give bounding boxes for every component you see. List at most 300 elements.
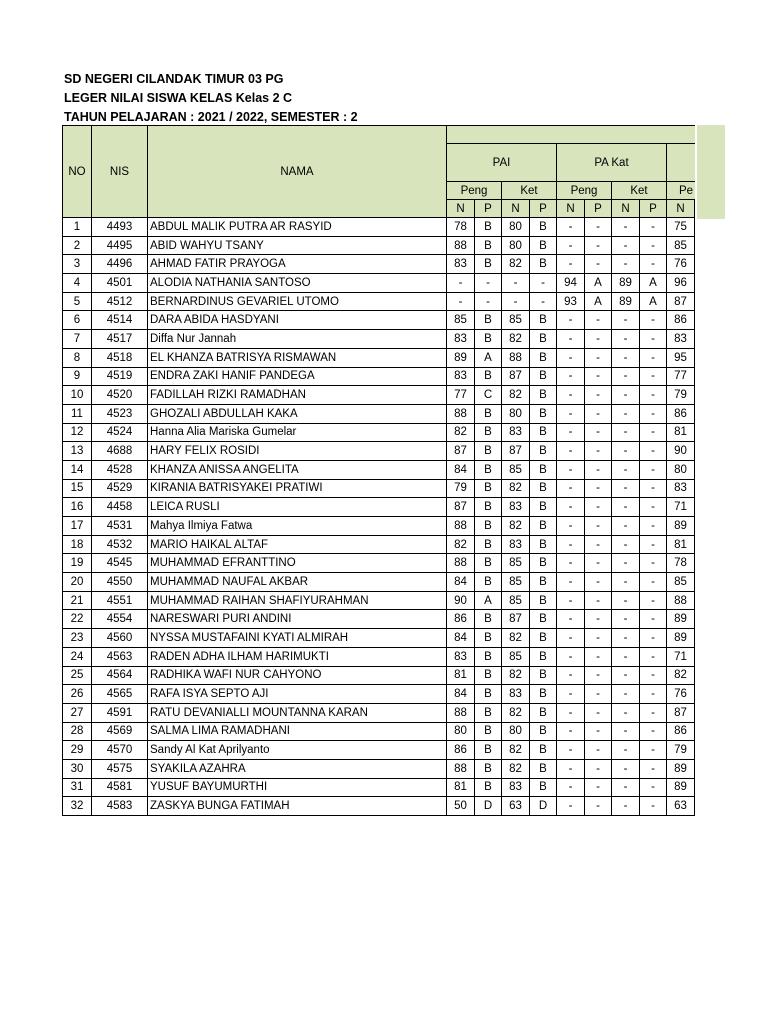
- row-nama: ENDRA ZAKI HANIF PANDEGA: [148, 367, 447, 386]
- table-row: [63, 330, 695, 349]
- kat-peng-predikat: -: [585, 722, 612, 741]
- pai-peng-nilai: 83: [447, 330, 475, 349]
- row-nama: DARA ABIDA HASDYANI: [148, 311, 447, 330]
- row-no: 12: [63, 423, 92, 442]
- row-nis: 4519: [92, 367, 148, 386]
- pai-peng-nilai: 87: [447, 442, 475, 461]
- kat-peng-nilai: -: [557, 647, 585, 666]
- x-nilai: 96: [667, 274, 695, 293]
- col-no: NO: [63, 126, 92, 218]
- row-nis: 4520: [92, 386, 148, 405]
- pai-ket-predikat: D: [530, 797, 557, 816]
- pai-peng-nilai: 84: [447, 573, 475, 592]
- pai-ket-nilai: 88: [502, 348, 530, 367]
- row-nis: 4560: [92, 629, 148, 648]
- pai-peng-nilai: 84: [447, 460, 475, 479]
- row-nis: 4569: [92, 722, 148, 741]
- pai-peng-predikat: B: [475, 460, 502, 479]
- x-nilai: 63: [667, 797, 695, 816]
- col-nama: NAMA: [148, 126, 447, 218]
- kat-peng-nilai: -: [557, 330, 585, 349]
- pai-peng-predikat: B: [475, 703, 502, 722]
- kat-ket-nilai: -: [612, 778, 640, 797]
- pai-ket-predikat: B: [530, 442, 557, 461]
- x-nilai: 87: [667, 292, 695, 311]
- pai-peng-nilai: 89: [447, 348, 475, 367]
- pai-peng-predikat: B: [475, 722, 502, 741]
- row-nis: 4563: [92, 647, 148, 666]
- kat-peng-predikat: -: [585, 460, 612, 479]
- kat-peng-nilai: -: [557, 423, 585, 442]
- row-nis: 4545: [92, 554, 148, 573]
- kat-ket-nilai: -: [612, 685, 640, 704]
- row-nama: ALODIA NATHANIA SANTOSO: [148, 274, 447, 293]
- pai-ket-predikat: B: [530, 554, 557, 573]
- x-nilai: 81: [667, 423, 695, 442]
- kat-ket-predikat: -: [640, 498, 667, 517]
- pai-ket-predikat: B: [530, 591, 557, 610]
- kat-ket-predikat: A: [640, 292, 667, 311]
- pai-peng-predikat: B: [475, 629, 502, 648]
- kat-peng-predikat: -: [585, 591, 612, 610]
- row-nama: Sandy Al Kat Aprilyanto: [148, 741, 447, 760]
- kat-ket-nilai: -: [612, 236, 640, 255]
- kat-ket-predikat: -: [640, 404, 667, 423]
- pai-peng-nilai: 90: [447, 591, 475, 610]
- pai-peng-nilai: 50: [447, 797, 475, 816]
- x-nilai: 89: [667, 610, 695, 629]
- pai-ket-nilai: -: [502, 292, 530, 311]
- table-row: [63, 685, 695, 704]
- kat-peng-nilai: -: [557, 479, 585, 498]
- pai-peng-nilai: 88: [447, 404, 475, 423]
- pai-ket-nilai: 82: [502, 330, 530, 349]
- table-row: [63, 741, 695, 760]
- pai-ket-predikat: B: [530, 778, 557, 797]
- row-nis: 4583: [92, 797, 148, 816]
- row-no: 5: [63, 292, 92, 311]
- x-nilai: 89: [667, 759, 695, 778]
- x-nilai: 88: [667, 591, 695, 610]
- pai-peng-nilai: 88: [447, 703, 475, 722]
- pai-peng-nilai: 86: [447, 741, 475, 760]
- kat-ket-predikat: -: [640, 759, 667, 778]
- kat-peng-predikat: -: [585, 218, 612, 237]
- row-no: 23: [63, 629, 92, 648]
- row-no: 29: [63, 741, 92, 760]
- kat-ket-predikat: -: [640, 442, 667, 461]
- row-nis: 4528: [92, 460, 148, 479]
- kat-ket-nilai: -: [612, 348, 640, 367]
- row-nis: 4514: [92, 311, 148, 330]
- kat-ket-nilai: -: [612, 610, 640, 629]
- table-row: [63, 778, 695, 797]
- pai-peng-predikat: D: [475, 797, 502, 816]
- kat-ket-predikat: -: [640, 423, 667, 442]
- pai-peng-nilai: 88: [447, 759, 475, 778]
- kat-ket-nilai: -: [612, 703, 640, 722]
- row-nis: 4591: [92, 703, 148, 722]
- table-row: [63, 610, 695, 629]
- table-row: [63, 722, 695, 741]
- x-nilai: 95: [667, 348, 695, 367]
- x-nilai: 79: [667, 741, 695, 760]
- pai-ket-predikat: B: [530, 367, 557, 386]
- pai-ket-predikat: B: [530, 685, 557, 704]
- row-nama: RADHIKA WAFI NUR CAHYONO: [148, 666, 447, 685]
- pai-peng-predikat: B: [475, 517, 502, 536]
- x-nilai: 76: [667, 685, 695, 704]
- pai-peng-nilai: 78: [447, 218, 475, 237]
- table-row: [63, 255, 695, 274]
- row-nama: MUHAMMAD NAUFAL AKBAR: [148, 573, 447, 592]
- kat-ket-predikat: -: [640, 218, 667, 237]
- pai-ket-nilai: 83: [502, 685, 530, 704]
- row-nama: EL KHANZA BATRISYA RISMAWAN: [148, 348, 447, 367]
- table-row: [63, 274, 695, 293]
- table-row: [63, 367, 695, 386]
- pai-ket-nilai: 80: [502, 722, 530, 741]
- table-row: [63, 442, 695, 461]
- kat-peng-predikat: -: [585, 236, 612, 255]
- pai-ket-nilai: 87: [502, 442, 530, 461]
- kat-peng-nilai: -: [557, 610, 585, 629]
- x-nilai: 86: [667, 404, 695, 423]
- row-nis: 4531: [92, 517, 148, 536]
- row-no: 14: [63, 460, 92, 479]
- pai-ket-nilai: 85: [502, 573, 530, 592]
- x-nilai: 76: [667, 255, 695, 274]
- table-row: [63, 292, 695, 311]
- pai-peng-n: N: [447, 200, 475, 218]
- pai-peng-nilai: 88: [447, 554, 475, 573]
- kat-peng-nilai: -: [557, 218, 585, 237]
- table-row: [63, 554, 695, 573]
- pai-ket-nilai: 82: [502, 741, 530, 760]
- kat-ket-predikat: -: [640, 722, 667, 741]
- table-row: [63, 311, 695, 330]
- row-no: 16: [63, 498, 92, 517]
- pai-peng-nilai: 77: [447, 386, 475, 405]
- pai-peng-predikat: B: [475, 554, 502, 573]
- pai-ket-p: P: [530, 200, 557, 218]
- row-nama: BERNARDINUS GEVARIEL UTOMO: [148, 292, 447, 311]
- pai-ket-predikat: B: [530, 647, 557, 666]
- row-nama: Hanna Alia Mariska Gumelar: [148, 423, 447, 442]
- pai-peng-predikat: C: [475, 386, 502, 405]
- kat-ket-predikat: -: [640, 535, 667, 554]
- row-nama: MUHAMMAD RAIHAN SHAFIYURAHMAN: [148, 591, 447, 610]
- pai-peng-nilai: 79: [447, 479, 475, 498]
- table-row: [63, 629, 695, 648]
- row-no: 22: [63, 610, 92, 629]
- kat-ket-predikat: -: [640, 778, 667, 797]
- kat-peng-predikat: -: [585, 759, 612, 778]
- pai-ket-nilai: 85: [502, 647, 530, 666]
- table-row: [63, 498, 695, 517]
- kat-ket-predikat: -: [640, 255, 667, 274]
- pai-ket-predikat: B: [530, 218, 557, 237]
- row-no: 32: [63, 797, 92, 816]
- row-no: 28: [63, 722, 92, 741]
- kat-peng-nilai: -: [557, 685, 585, 704]
- kat-peng-nilai: -: [557, 311, 585, 330]
- x-nilai: 85: [667, 573, 695, 592]
- row-nis: 4565: [92, 685, 148, 704]
- kat-ket-nilai: -: [612, 517, 640, 536]
- row-no: 21: [63, 591, 92, 610]
- kat-peng: Peng: [557, 182, 612, 200]
- kat-peng-nilai: -: [557, 255, 585, 274]
- kat-peng-predikat: -: [585, 741, 612, 760]
- pai-peng-predikat: B: [475, 666, 502, 685]
- pai-ket-nilai: 82: [502, 386, 530, 405]
- pai-ket-nilai: 87: [502, 610, 530, 629]
- kat-peng-nilai: -: [557, 703, 585, 722]
- kat-peng-nilai: -: [557, 535, 585, 554]
- pai-ket-nilai: 82: [502, 517, 530, 536]
- kat-peng-predikat: -: [585, 348, 612, 367]
- pai-ket-nilai: 80: [502, 236, 530, 255]
- school-name: SD NEGERI CILANDAK TIMUR 03 PG: [64, 72, 284, 86]
- pai-ket-nilai: 85: [502, 311, 530, 330]
- kat-peng-predikat: -: [585, 703, 612, 722]
- row-nama: SYAKILA AZAHRA: [148, 759, 447, 778]
- pai-ket-nilai: 63: [502, 797, 530, 816]
- pai-peng-predikat: B: [475, 759, 502, 778]
- pai-peng-predikat: A: [475, 591, 502, 610]
- row-no: 1: [63, 218, 92, 237]
- kat-peng-nilai: -: [557, 666, 585, 685]
- table-row: [63, 666, 695, 685]
- kat-peng-predikat: -: [585, 685, 612, 704]
- pai-peng-nilai: 83: [447, 255, 475, 274]
- x-nilai: 83: [667, 330, 695, 349]
- row-no: 25: [63, 666, 92, 685]
- kat-ket-nilai: -: [612, 386, 640, 405]
- row-no: 3: [63, 255, 92, 274]
- pai-ket-predikat: B: [530, 311, 557, 330]
- row-nama: Diffa Nur Jannah: [148, 330, 447, 349]
- report-header: [64, 70, 358, 127]
- kat-peng-nilai: 94: [557, 274, 585, 293]
- pai-peng-p: P: [475, 200, 502, 218]
- kat-peng-nilai: 93: [557, 292, 585, 311]
- row-no: 9: [63, 367, 92, 386]
- table-row: [63, 386, 695, 405]
- row-no: 2: [63, 236, 92, 255]
- kat-peng-predikat: -: [585, 404, 612, 423]
- table-row: [63, 703, 695, 722]
- row-no: 30: [63, 759, 92, 778]
- x-nilai: 83: [667, 479, 695, 498]
- kat-peng-nilai: -: [557, 797, 585, 816]
- row-nama: FADILLAH RIZKI RAMADHAN: [148, 386, 447, 405]
- pai-peng-predikat: B: [475, 442, 502, 461]
- table-row: [63, 759, 695, 778]
- kat-peng-predikat: -: [585, 554, 612, 573]
- pai-peng-predikat: B: [475, 367, 502, 386]
- kat-ket: Ket: [612, 182, 667, 200]
- row-no: 20: [63, 573, 92, 592]
- kat-ket-nilai: -: [612, 367, 640, 386]
- pai-peng-predikat: B: [475, 498, 502, 517]
- pai-ket-predikat: B: [530, 629, 557, 648]
- table-row: [63, 236, 695, 255]
- x-nilai: 90: [667, 442, 695, 461]
- row-nis: 4518: [92, 348, 148, 367]
- pai-ket-nilai: 87: [502, 367, 530, 386]
- kat-ket-predikat: -: [640, 703, 667, 722]
- kat-peng-predikat: -: [585, 517, 612, 536]
- row-nis: 4458: [92, 498, 148, 517]
- row-nama: RADEN ADHA ILHAM HARIMUKTI: [148, 647, 447, 666]
- row-no: 17: [63, 517, 92, 536]
- kat-ket-n: N: [612, 200, 640, 218]
- table-row: [63, 348, 695, 367]
- kat-ket-nilai: -: [612, 479, 640, 498]
- kat-peng-p: P: [585, 200, 612, 218]
- pai-peng-nilai: 80: [447, 722, 475, 741]
- pai-ket-nilai: 85: [502, 591, 530, 610]
- kat-peng-nilai: -: [557, 236, 585, 255]
- pai-peng-predikat: B: [475, 330, 502, 349]
- pai-ket-predikat: B: [530, 479, 557, 498]
- academic-year: TAHUN PELAJARAN : 2021 / 2022, SEMESTER : 2: [64, 110, 358, 124]
- kat-ket-predikat: -: [640, 647, 667, 666]
- row-no: 10: [63, 386, 92, 405]
- kat-ket-predikat: -: [640, 348, 667, 367]
- pai-peng-nilai: 88: [447, 236, 475, 255]
- pai-ket-nilai: 83: [502, 535, 530, 554]
- row-nis: 4517: [92, 330, 148, 349]
- pai-ket-nilai: 85: [502, 554, 530, 573]
- pai-ket-predikat: B: [530, 610, 557, 629]
- pai-ket-predikat: B: [530, 404, 557, 423]
- kat-peng-nilai: -: [557, 498, 585, 517]
- kat-ket-nilai: -: [612, 460, 640, 479]
- pai-peng-nilai: 84: [447, 685, 475, 704]
- row-nis: 4501: [92, 274, 148, 293]
- row-nama: MUHAMMAD EFRANTTINO: [148, 554, 447, 573]
- row-nis: 4581: [92, 778, 148, 797]
- kat-peng-predikat: -: [585, 498, 612, 517]
- row-nis: 4495: [92, 236, 148, 255]
- x-nilai: 86: [667, 722, 695, 741]
- subject-partial: [667, 144, 695, 182]
- col-nis: NIS: [92, 126, 148, 218]
- row-no: 6: [63, 311, 92, 330]
- kat-peng-nilai: -: [557, 404, 585, 423]
- kat-ket-nilai: -: [612, 218, 640, 237]
- kat-ket-predikat: -: [640, 666, 667, 685]
- pai-peng-nilai: 81: [447, 778, 475, 797]
- row-nis: 4575: [92, 759, 148, 778]
- pai-ket-predikat: B: [530, 255, 557, 274]
- row-nis: 4554: [92, 610, 148, 629]
- pai-peng-predikat: B: [475, 647, 502, 666]
- row-nama: MARIO HAIKAL ALTAF: [148, 535, 447, 554]
- table-row: [63, 423, 695, 442]
- x-nilai: 79: [667, 386, 695, 405]
- pai-ket-nilai: 83: [502, 423, 530, 442]
- kat-ket-nilai: -: [612, 442, 640, 461]
- report-title: LEGER NILAI SISWA KELAS Kelas 2 C: [64, 91, 293, 105]
- row-nis: 4496: [92, 255, 148, 274]
- x-nilai: 89: [667, 778, 695, 797]
- kat-ket-nilai: -: [612, 423, 640, 442]
- pai-peng-predikat: B: [475, 236, 502, 255]
- pai-peng-predikat: -: [475, 292, 502, 311]
- row-nis: 4524: [92, 423, 148, 442]
- row-nis: 4532: [92, 535, 148, 554]
- pai-ket-nilai: 85: [502, 460, 530, 479]
- row-nis: 4570: [92, 741, 148, 760]
- pai-ket-n: N: [502, 200, 530, 218]
- subject-pai: PAI: [447, 144, 557, 182]
- x-nilai: 85: [667, 236, 695, 255]
- row-nama: YUSUF BAYUMURTHI: [148, 778, 447, 797]
- table-body: [63, 218, 695, 816]
- kat-peng-predikat: A: [585, 292, 612, 311]
- kat-peng-nilai: -: [557, 629, 585, 648]
- pai-peng-predikat: B: [475, 311, 502, 330]
- pai-peng-predikat: B: [475, 741, 502, 760]
- row-nama: ZASKYA BUNGA FATIMAH: [148, 797, 447, 816]
- kat-peng-predikat: -: [585, 666, 612, 685]
- kat-ket-predikat: -: [640, 460, 667, 479]
- row-nis: 4523: [92, 404, 148, 423]
- row-nama: ABDUL MALIK PUTRA AR RASYID: [148, 218, 447, 237]
- row-nama: NARESWARI PURI ANDINI: [148, 610, 447, 629]
- grade-ledger-table: [62, 125, 695, 816]
- pai-peng-nilai: 85: [447, 311, 475, 330]
- kat-peng-nilai: -: [557, 517, 585, 536]
- subject3-partial-label: Pe: [667, 182, 695, 200]
- kat-ket-predikat: -: [640, 311, 667, 330]
- kat-ket-predikat: -: [640, 554, 667, 573]
- pai-ket-predikat: B: [530, 386, 557, 405]
- pai-ket-predikat: B: [530, 423, 557, 442]
- pai-peng-predikat: B: [475, 404, 502, 423]
- row-nama: ABID WAHYU TSANY: [148, 236, 447, 255]
- row-nama: AHMAD FATIR PRAYOGA: [148, 255, 447, 274]
- pai-ket-predikat: B: [530, 460, 557, 479]
- kat-peng-nilai: -: [557, 591, 585, 610]
- pai-ket-predikat: B: [530, 348, 557, 367]
- table-row: [63, 218, 695, 237]
- pai-peng-predikat: B: [475, 218, 502, 237]
- kat-peng-nilai: -: [557, 573, 585, 592]
- x-nilai: 80: [667, 460, 695, 479]
- kat-ket-predikat: -: [640, 685, 667, 704]
- row-nis: 4550: [92, 573, 148, 592]
- kat-peng-predikat: -: [585, 386, 612, 405]
- kat-peng-nilai: -: [557, 741, 585, 760]
- kat-peng-predikat: -: [585, 535, 612, 554]
- kat-peng-nilai: -: [557, 759, 585, 778]
- x-nilai: 89: [667, 517, 695, 536]
- row-no: 13: [63, 442, 92, 461]
- kat-peng-predikat: -: [585, 629, 612, 648]
- kat-peng-nilai: -: [557, 348, 585, 367]
- kat-peng-predikat: A: [585, 274, 612, 293]
- row-nama: KHANZA ANISSA ANGELITA: [148, 460, 447, 479]
- row-nama: HARY FELIX ROSIDI: [148, 442, 447, 461]
- table-row: [63, 517, 695, 536]
- row-no: 19: [63, 554, 92, 573]
- row-nis: 4512: [92, 292, 148, 311]
